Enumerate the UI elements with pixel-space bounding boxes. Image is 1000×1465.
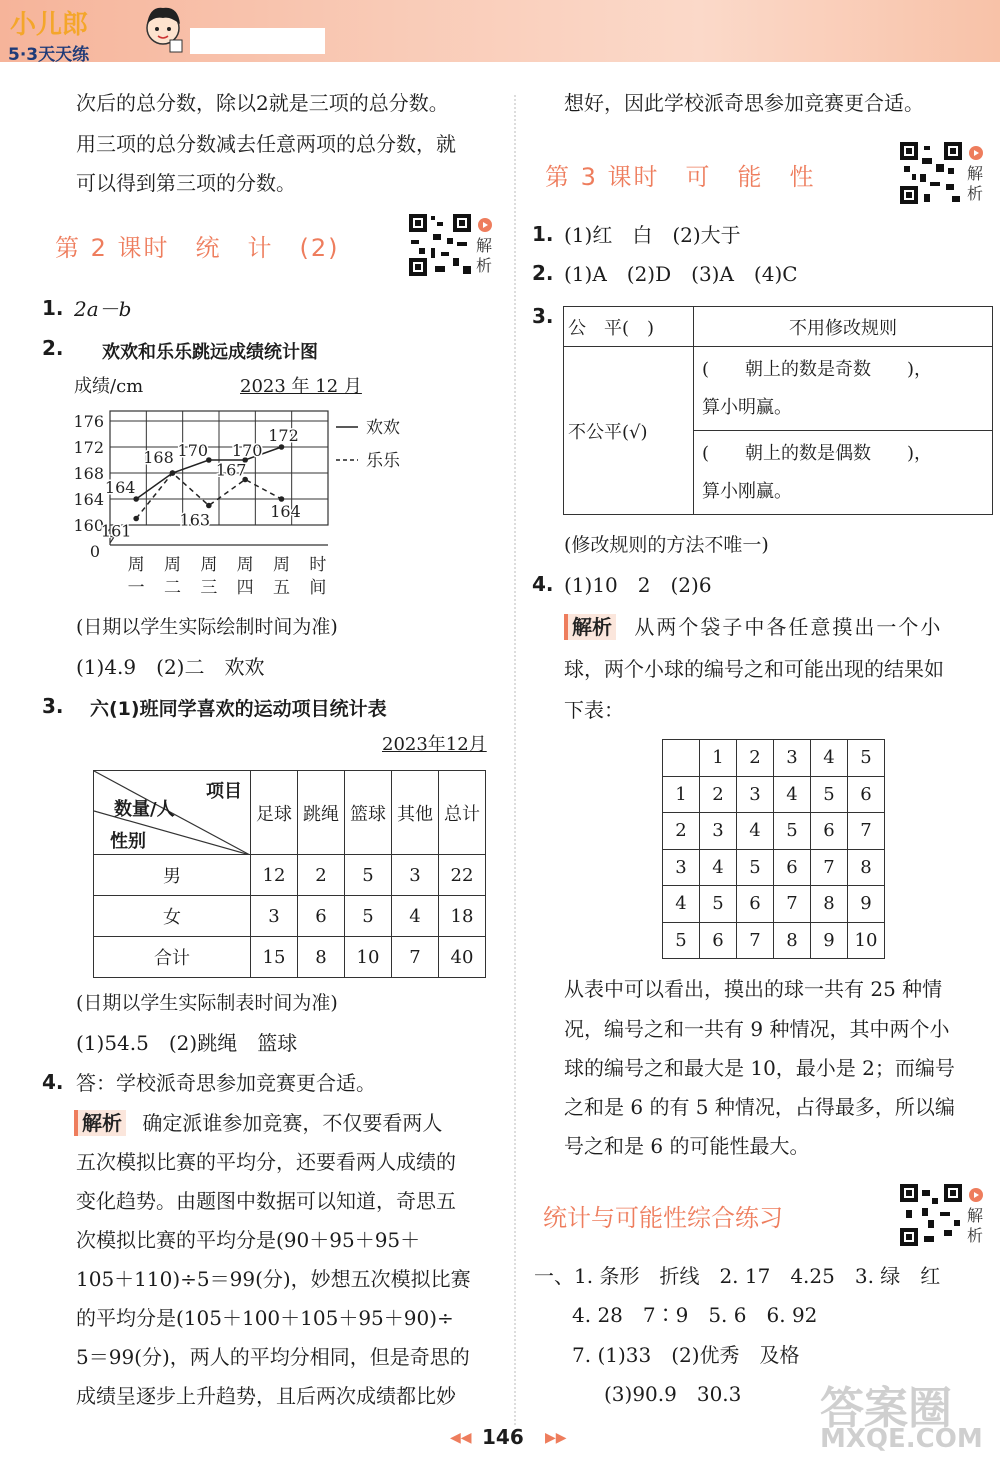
y-tick-label: 0 — [89, 542, 100, 561]
sum-table-cell: 6 — [700, 922, 737, 959]
x-tick-label: 四 — [236, 578, 254, 598]
analysis-line: 5＝99(分)，两人的平均分相同，但是奇思的 — [76, 1345, 470, 1369]
rule-odd: ( 朝上的数是奇数 )， 算小明赢。 — [694, 347, 993, 431]
qr-code-icon[interactable] — [898, 1182, 964, 1248]
section-title-lesson3: 第 3 课时 可 能 性 — [545, 163, 816, 191]
table-header: 足球 — [251, 771, 298, 855]
mascot-icon — [140, 2, 186, 56]
x-tick-label: 二 — [164, 578, 181, 598]
sum-table-cell: 6 — [774, 849, 811, 886]
table-note: (日期以学生实际制表时间为准) — [76, 992, 338, 1014]
conclusion-line: 球的编号之和最大是 10，最小是 2；而编号 — [564, 1056, 955, 1080]
sum-table-cell: 5 — [700, 886, 737, 923]
qr-label: 解析 — [967, 1206, 984, 1245]
analysis-tag: 解析 — [564, 614, 616, 640]
analysis-line: 的平均分是(105＋100＋105＋95＋90)÷ — [76, 1306, 454, 1330]
table-row: 男 12 2 5 3 22 — [94, 855, 486, 896]
left-intro-line-2: 用三项的总分数减去任意两项的总分数，就 — [76, 132, 456, 156]
data-label-lele: 163 — [179, 510, 211, 530]
sum-table-row — [663, 776, 885, 813]
question-number: 1. — [42, 296, 64, 320]
prev-page-icon[interactable]: ◀◀ — [450, 1430, 472, 1446]
analysis-line: 成绩呈逐步上升趋势，且后两次成绩都比妙 — [76, 1384, 456, 1408]
sum-table-cell: 6 — [811, 813, 848, 850]
review-answer-line: 7. (1)33 (2)优秀 及格 — [572, 1343, 800, 1367]
sum-table-cell: 7 — [811, 849, 848, 886]
table-row: 女 3 6 5 4 18 — [94, 896, 486, 937]
x-axis-label: 间 — [309, 578, 327, 598]
data-point-lele — [206, 503, 212, 509]
sum-table-cell: 5 — [663, 922, 700, 959]
question-number: 2. — [532, 261, 554, 285]
table-header: 其他 — [392, 771, 439, 855]
chart-date: 2023 年 12 月 — [240, 376, 362, 397]
section-title-lesson2: 第 2 课时 统 计 (2) — [55, 234, 340, 262]
chart-y-label: 成绩/cm — [74, 376, 144, 397]
play-icon — [478, 218, 492, 232]
y-tick-label: 164 — [73, 490, 104, 509]
sum-table-cell: 7 — [774, 886, 811, 923]
data-point-lele — [133, 516, 139, 522]
x-tick-label: 周 — [127, 555, 145, 575]
sum-table-cell: 2 — [663, 813, 700, 850]
review-answer-line: 一、1. 条形 折线 2. 17 4.25 3. 绿 红 — [534, 1264, 941, 1288]
y-tick-label: 168 — [73, 464, 104, 483]
sum-table-cell: 4 — [811, 740, 848, 777]
sum-table-cell: 8 — [848, 849, 885, 886]
sum-table-cell: 3 — [663, 849, 700, 886]
data-label-lele: 161 — [100, 521, 132, 541]
data-point-lele — [279, 496, 285, 502]
x-tick-label: 周 — [236, 555, 254, 575]
answer-text: 2a－b — [74, 297, 132, 321]
table-corner: 项目 数量/人 性别 — [94, 771, 251, 855]
sum-table-row — [663, 886, 885, 923]
brand-subtitle: 5·3天天练 — [8, 45, 90, 65]
sum-table-cell: 3 — [774, 740, 811, 777]
rule-unfair: 不公平(√) — [564, 347, 694, 515]
sum-table-cell: 9 — [811, 922, 848, 959]
watermark-logo: 答案圈 — [820, 1383, 952, 1434]
sum-table-cell: 4 — [774, 776, 811, 813]
analysis-line: 下表： — [564, 698, 624, 722]
sum-table-row — [663, 849, 885, 886]
analysis-line: 变化趋势。由题图中数据可以知道，奇思五 — [76, 1189, 456, 1213]
x-tick-label: 一 — [127, 578, 145, 598]
analysis-tag: 解析 — [74, 1110, 126, 1136]
rule-even: ( 朝上的数是偶数 )， 算小刚赢。 — [694, 431, 993, 515]
x-tick-label: 周 — [273, 555, 290, 575]
x-tick-label: 三 — [200, 578, 218, 598]
question-number: 4. — [532, 572, 554, 596]
conclusion-line: 号之和是 6 的可能性最大。 — [564, 1134, 810, 1158]
table-date: 2023年12月 — [382, 734, 487, 755]
legend-label: 乐乐 — [366, 451, 400, 471]
y-tick-label: 176 — [73, 412, 104, 431]
sum-table-cell: 8 — [774, 922, 811, 959]
left-intro-line-1: 次后的总分数，除以2就是三项的总分数。 — [76, 91, 449, 115]
sum-table-row — [663, 813, 885, 850]
sum-table-cell: 6 — [848, 776, 885, 813]
analysis-line: 105＋110)÷5＝99(分)，妙想五次模拟比赛 — [76, 1267, 471, 1291]
question-number: 3. — [532, 304, 554, 328]
brand-title: 小儿郎 — [10, 10, 89, 40]
sum-table-cell: 4 — [700, 849, 737, 886]
analysis-line: 次模拟比赛的平均分是(90＋95＋95＋ — [76, 1228, 421, 1252]
answer-text: (1)4.9 (2)二 欢欢 — [76, 655, 265, 679]
rule-fair: 公 平( ) — [564, 307, 694, 347]
chart-note: (日期以学生实际绘制时间为准) — [76, 616, 338, 638]
section-title-review: 统计与可能性综合练习 — [543, 1204, 783, 1232]
rule-note: (修改规则的方法不唯一) — [564, 534, 769, 556]
answer-text: 答：学校派奇思参加竞赛更合适。 — [76, 1071, 376, 1095]
analysis-line: 五次模拟比赛的平均分，还要看两人成绩的 — [76, 1150, 456, 1174]
conclusion-line: 之和是 6 的有 5 种情况，占得最多，所以编 — [564, 1095, 955, 1119]
sum-table-cell: 7 — [737, 922, 774, 959]
chart-title: 欢欢和乐乐跳远成绩统计图 — [102, 342, 318, 363]
analysis-line: 球，两个小球的编号之和可能出现的结果如 — [564, 657, 944, 681]
sum-table-cell: 1 — [663, 776, 700, 813]
sum-table-row — [663, 740, 885, 777]
sum-table-cell — [663, 740, 700, 777]
qr-label: 解析 — [967, 164, 984, 203]
table-header: 总计 — [439, 771, 486, 855]
header-blank — [190, 28, 325, 54]
sum-table-cell: 7 — [848, 813, 885, 850]
rule-no-change: 不用修改规则 — [694, 307, 993, 347]
sum-table-cell: 2 — [700, 776, 737, 813]
data-label-huanhuan: 170 — [177, 441, 209, 460]
right-intro-line: 想好，因此学校派奇思参加竞赛更合适。 — [564, 91, 924, 115]
sum-table-cell: 2 — [737, 740, 774, 777]
sum-table-cell: 3 — [737, 776, 774, 813]
data-point-lele — [170, 470, 176, 476]
data-label-huanhuan: 172 — [268, 426, 299, 445]
legend-label: 欢欢 — [366, 418, 400, 438]
x-tick-label: 周 — [200, 555, 218, 575]
sports-table — [93, 770, 486, 978]
play-icon — [969, 146, 983, 160]
conclusion-line: 况，编号之和一共有 9 种情况，其中两个小 — [564, 1017, 950, 1041]
answer-text: (1)红 白 (2)大于 — [564, 223, 741, 247]
y-tick-label: 160 — [73, 516, 104, 535]
data-label-huanhuan: 164 — [104, 478, 136, 497]
data-label-huanhuan: 170 — [231, 441, 263, 460]
table-header: 跳绳 — [298, 771, 345, 855]
data-label-lele: 164 — [270, 502, 301, 521]
column-divider — [514, 95, 516, 1425]
sum-table-cell: 5 — [811, 776, 848, 813]
sum-table-row — [663, 922, 885, 959]
qr-code-icon[interactable] — [407, 212, 473, 278]
qr-label: 解析 — [476, 236, 493, 275]
data-point-huanhuan — [279, 444, 285, 450]
analysis-paragraph: 解析 确定派谁参加竞赛，不仅要看两人 — [74, 1110, 442, 1136]
sum-table-cell: 1 — [700, 740, 737, 777]
answer-text: (1)54.5 (2)跳绳 篮球 — [76, 1031, 298, 1055]
table-header: 篮球 — [345, 771, 392, 855]
answer-text: (1)10 2 (2)6 — [564, 573, 712, 597]
conclusion-line: 从表中可以看出，摸出的球一共有 25 种情 — [564, 977, 943, 1001]
y-tick-label: 172 — [73, 438, 104, 457]
page-number: 146 — [482, 1425, 524, 1449]
question-number: 1. — [532, 222, 554, 246]
next-page-icon[interactable]: ▶▶ — [545, 1430, 567, 1446]
question-number: 3. — [42, 694, 64, 718]
analysis-paragraph: 解析 从两个袋子中各任意摸出一个小 — [564, 614, 942, 640]
answer-text: (1)A (2)D (3)A (4)C — [564, 262, 798, 286]
sum-table-cell: 9 — [848, 886, 885, 923]
data-point-huanhuan — [133, 496, 139, 502]
watermark-url: MXQE.COM — [820, 1424, 983, 1454]
x-tick-label: 周 — [164, 555, 181, 575]
sum-table-cell: 4 — [663, 886, 700, 923]
data-label-lele: 167 — [215, 460, 247, 480]
table-title: 六(1)班同学喜欢的运动项目统计表 — [90, 698, 387, 720]
left-intro-line-3: 可以得到第三项的分数。 — [76, 171, 296, 195]
sum-table-cell: 3 — [700, 813, 737, 850]
sum-table-cell: 8 — [811, 886, 848, 923]
sum-table-cell: 5 — [774, 813, 811, 850]
x-axis-label: 时 — [309, 555, 327, 575]
question-number: 4. — [42, 1070, 64, 1094]
review-answer-line: (3)90.9 30.3 — [604, 1382, 742, 1406]
qr-code-icon[interactable] — [898, 140, 964, 206]
sum-table-cell: 4 — [737, 813, 774, 850]
sum-table — [662, 739, 885, 959]
sum-table-cell: 5 — [737, 849, 774, 886]
x-tick-label: 五 — [273, 578, 290, 598]
sum-table-cell: 5 — [848, 740, 885, 777]
review-answer-line: 4. 28 7∶9 5. 6 6. 92 — [572, 1303, 818, 1327]
line-chart — [70, 405, 420, 605]
question-number: 2. — [42, 336, 64, 360]
play-icon — [969, 1188, 983, 1202]
sum-table-cell: 6 — [737, 886, 774, 923]
table-row: 合计 15 8 10 7 40 — [94, 937, 486, 978]
rule-table — [563, 306, 993, 515]
sum-table-cell: 10 — [848, 922, 885, 959]
data-label-huanhuan: 168 — [143, 448, 174, 467]
